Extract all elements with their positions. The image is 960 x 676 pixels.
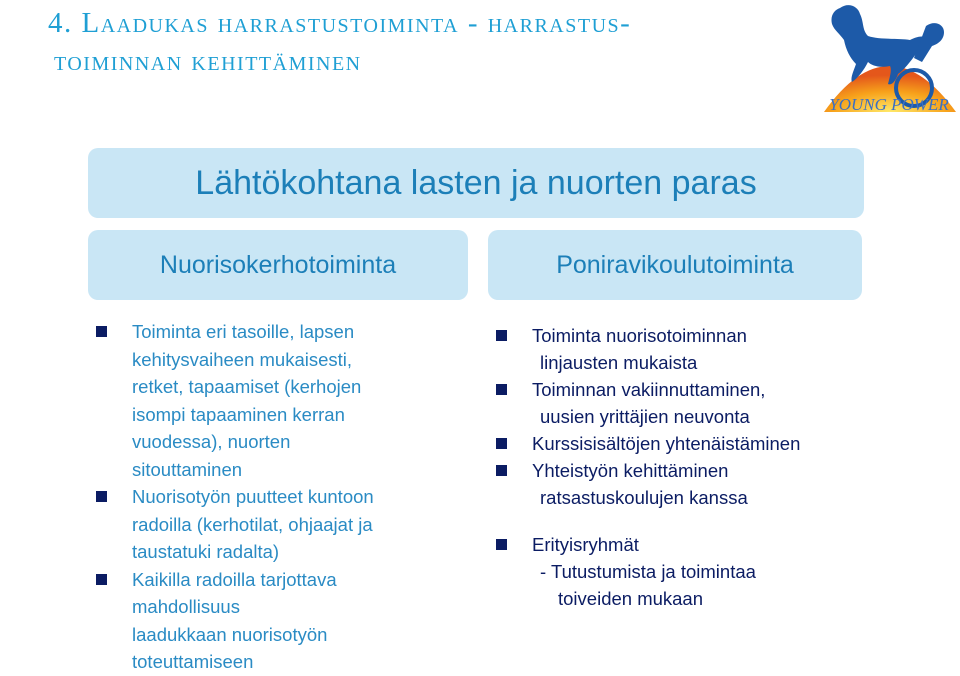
right-item-text: ratsastuskoulujen kanssa (540, 487, 748, 508)
column-header-nuorisokerho: Nuorisokerhotoiminta (88, 230, 468, 300)
banner-lahtokohta: Lähtökohtana lasten ja nuorten paras (88, 148, 864, 218)
left-item-text: laadukkaan nuorisotyön (132, 623, 328, 645)
left-item-text: kehitysvaiheen mukaisesti, (132, 348, 353, 370)
logo-text: YOUNG POWER (829, 95, 949, 114)
left-list-item (96, 318, 456, 483)
slide-title-line-1: 4. Laadukas harrastustoiminta - harrastus- (48, 7, 632, 39)
column-header-poniravikoulu: Poniravikoulutoiminta (488, 230, 862, 300)
left-item-text: Kaikilla radoilla tarjottava (132, 568, 337, 590)
right-item-text: uusien yrittäjien neuvonta (540, 406, 750, 427)
right-list-item (496, 376, 916, 430)
slide-title (48, 4, 631, 80)
slide-title-line-2: toiminnan kehittäminen (54, 45, 362, 77)
square-bullet-icon (96, 574, 107, 585)
right-item-text: Kurssisisältöjen yhtenäistäminen (532, 433, 801, 454)
left-item-text: mahdollisuus (132, 596, 240, 617)
square-bullet-icon (96, 491, 107, 502)
right-list-item (496, 531, 916, 612)
right-bullet-list (496, 322, 916, 612)
square-bullet-icon (496, 539, 507, 550)
left-item-text: radoilla (kerhotilat, ohjaajat ja (132, 513, 373, 535)
left-item-text: taustatuki radalta) (132, 541, 280, 562)
left-item-text: vuodessa), nuorten (132, 431, 291, 452)
right-item-text: Toiminnan vakiinnuttaminen, (532, 379, 766, 400)
young-power-logo (818, 0, 960, 118)
left-item-text: isompi tapaaminen kerran (132, 403, 345, 425)
right-list-item (496, 430, 916, 457)
right-item-subtext: - Tutustumista ja toimintaa (540, 561, 756, 582)
left-list-item (96, 483, 456, 566)
left-list-item (96, 566, 456, 676)
right-item-text: Erityisryhmät (532, 534, 639, 555)
right-item-text: Toiminta nuorisotoiminnan (532, 325, 747, 346)
right-list-item (496, 322, 916, 376)
right-item-text: linjausten mukaista (540, 352, 698, 373)
left-item-text: toteuttamiseen (132, 651, 254, 672)
left-bullet-list (96, 318, 456, 676)
left-item-text: Nuorisotyön puutteet kuntoon (132, 486, 374, 507)
square-bullet-icon (496, 384, 507, 395)
right-list-item (496, 457, 916, 511)
left-item-text: sitouttaminen (132, 458, 243, 480)
square-bullet-icon (96, 326, 107, 337)
left-item-text: retket, tapaamiset (kerhojen (132, 376, 362, 397)
left-item-text: Toiminta eri tasoille, lapsen (132, 321, 355, 342)
right-item-text: Yhteistyön kehittäminen (532, 460, 729, 481)
square-bullet-icon (496, 438, 507, 449)
right-item-subtext: toiveiden mukaan (558, 588, 704, 609)
square-bullet-icon (496, 330, 507, 341)
square-bullet-icon (496, 465, 507, 476)
